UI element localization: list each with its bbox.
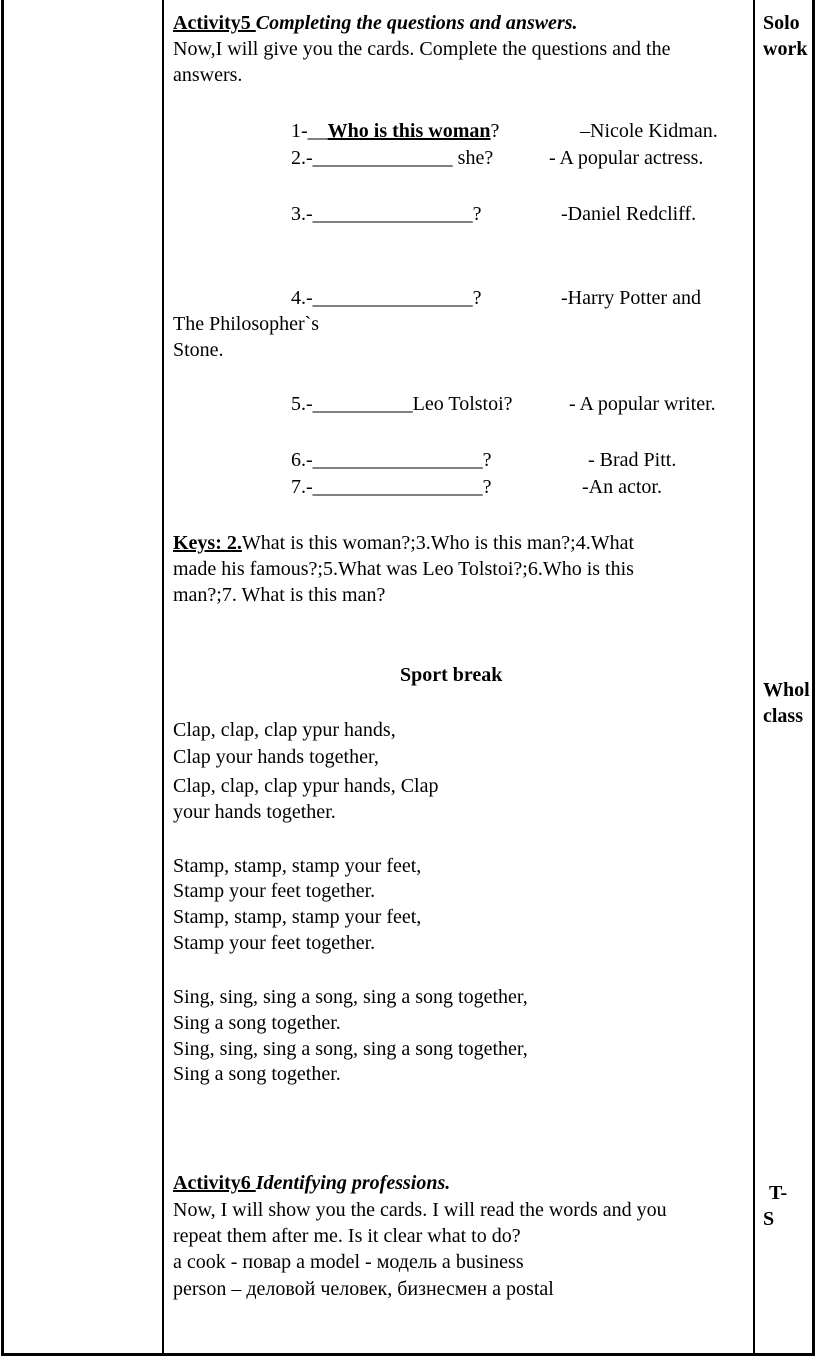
activity6-line-2: repeat them after me. Is it clear what to do? xyxy=(173,1225,521,1247)
answer-6: - Brad Pitt. xyxy=(588,449,677,471)
song-line-4: your hands together. xyxy=(173,801,336,823)
question-5: 5.-__________Leo Tolstoi? xyxy=(291,393,513,415)
activity6-line-4: person – деловой человек, бизнесмен a postal xyxy=(173,1278,554,1300)
mode-solo-2: work xyxy=(763,38,808,60)
song-line-1: Clap, clap, clap ypur hands, xyxy=(173,719,396,741)
answer-4-cont-1: The Philosopher`s xyxy=(173,313,320,335)
song-line-11: Sing, sing, sing a song, sing a song together, xyxy=(173,1038,528,1060)
column-divider-left xyxy=(162,0,164,1356)
keys-line-2: made his famous?;5.What was Leo Tolstoi?;6.Who is this xyxy=(173,558,634,580)
activity5-heading xyxy=(173,10,578,36)
activity6-title: Activity6 xyxy=(173,1172,256,1194)
keys-line-3: man?;7. What is this man? xyxy=(173,584,386,606)
answer-4: -Harry Potter and xyxy=(561,287,701,309)
activity6-line-1: Now, I will show you the cards. I will read the words and you xyxy=(173,1199,667,1221)
answer-4-cont-2: Stone. xyxy=(173,339,224,361)
song-line-3: Clap, clap, clap ypur hands, Clap xyxy=(173,775,439,797)
column-divider-right xyxy=(753,0,755,1356)
activity5-instruction-1: Now,I will give you the cards. Complete the questions and the xyxy=(173,38,671,60)
mode-ts-2: S xyxy=(763,1208,775,1230)
mode-whole-1: Whol xyxy=(763,679,810,701)
answer-5: - A popular writer. xyxy=(569,393,716,415)
question-6: 6.-_________________? xyxy=(291,449,492,471)
song-line-7: Stamp, stamp, stamp your feet, xyxy=(173,906,422,928)
activity5-subtitle: Completing the questions and answers. xyxy=(255,12,578,34)
question-2: 2.-______________ she? xyxy=(291,147,494,169)
mode-solo-1: Solo xyxy=(763,12,800,34)
activity5-title: Activity5 xyxy=(173,12,256,34)
mode-ts-1: T- xyxy=(769,1182,788,1204)
question-3: 3.-________________? xyxy=(291,203,482,225)
activity5-instruction-2: answers. xyxy=(173,64,243,86)
song-line-9: Sing, sing, sing a song, sing a song together, xyxy=(173,986,528,1008)
question-7: 7.-_________________? xyxy=(291,476,492,498)
activity6-subtitle: Identifying professions. xyxy=(255,1172,451,1194)
question-4: 4.-________________? xyxy=(291,287,482,309)
keys-label: Keys: 2. xyxy=(173,532,242,554)
keys-line-1: Keys: 2.What is this woman?;3.Who is this man?;4.What xyxy=(173,532,635,554)
activity6-heading xyxy=(173,1170,450,1196)
song-line-12: Sing a song together. xyxy=(173,1063,341,1085)
song-line-8: Stamp your feet together. xyxy=(173,932,376,954)
answer-1: –Nicole Kidman. xyxy=(580,120,718,142)
song-line-5: Stamp, stamp, stamp your feet, xyxy=(173,855,422,877)
mode-whole-2: class xyxy=(763,705,803,727)
song-line-2: Clap your hands together, xyxy=(173,746,379,768)
sport-break-title: Sport break xyxy=(400,664,503,686)
song-line-10: Sing a song together. xyxy=(173,1012,341,1034)
answer-7: -An actor. xyxy=(582,476,662,498)
song-line-6: Stamp your feet together. xyxy=(173,880,376,902)
answer-2: - A popular actress. xyxy=(549,147,704,169)
question-1: 1-__Who is this woman? xyxy=(291,120,500,142)
answer-3: -Daniel Redcliff. xyxy=(561,203,697,225)
activity6-line-3: a cook - повар a model - модель a business xyxy=(173,1251,524,1273)
